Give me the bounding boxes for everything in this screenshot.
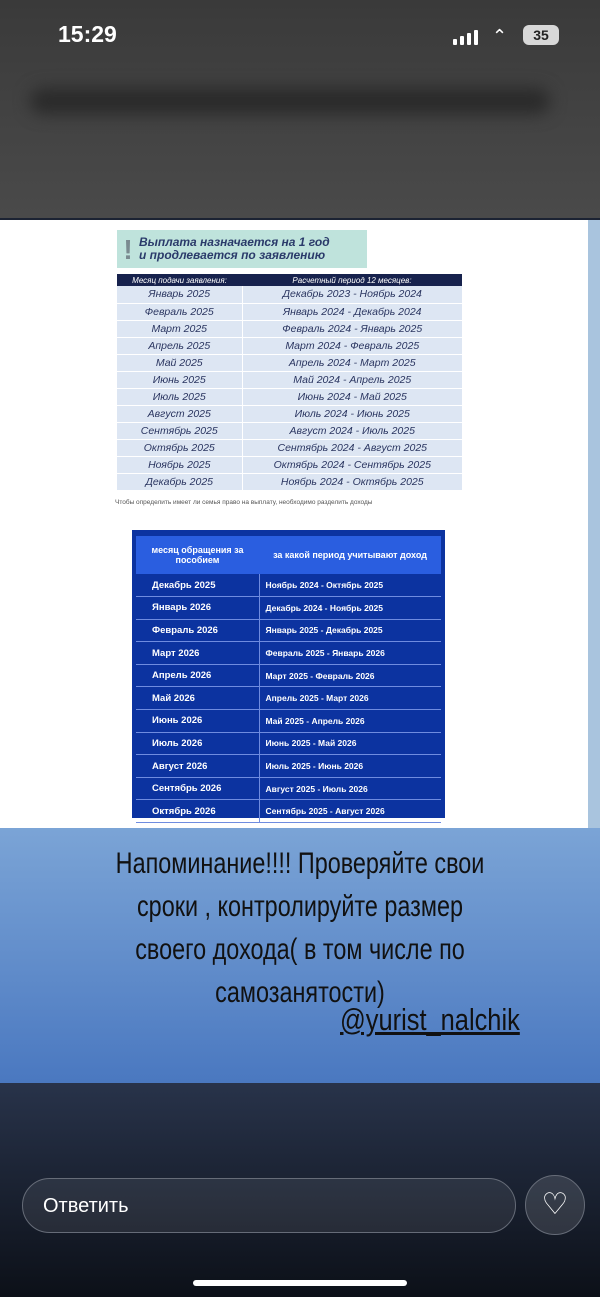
month-cell: Май 2025 (117, 354, 242, 371)
month-cell: Октябрь 2026 (136, 800, 259, 823)
image-edge (588, 220, 600, 828)
period-cell: Декабрь 2023 - Ноябрь 2024 (242, 286, 462, 303)
table-row (117, 456, 462, 473)
note-line: Выплата назначается на 1 год (139, 235, 330, 249)
table-row (117, 439, 462, 456)
table-row (136, 777, 441, 800)
exclamation-icon: ! (123, 233, 133, 265)
month-cell: Апрель 2026 (136, 664, 259, 687)
month-cell: Июль 2025 (117, 388, 242, 405)
table-row (136, 574, 441, 597)
income-period-table-2025 (105, 230, 467, 506)
period-cell: Май 2024 - Апрель 2025 (242, 371, 462, 388)
month-cell: Сентябрь 2026 (136, 777, 259, 800)
period-cell: Июнь 2025 - Май 2026 (259, 732, 441, 755)
note-line: и продлевается по заявлению (139, 248, 326, 262)
column-header: Расчетный период 12 месяцев: (242, 274, 462, 286)
table-row (117, 286, 462, 303)
column-header: за какой период учитывают доход (259, 536, 441, 574)
period-cell: Август 2025 - Июль 2026 (259, 777, 441, 800)
table-row (136, 597, 441, 620)
table-row (136, 800, 441, 823)
caption-line: Напоминание!!!! Проверяйте свои (115, 847, 485, 880)
month-cell: Декабрь 2025 (117, 473, 242, 490)
home-indicator[interactable] (193, 1280, 407, 1286)
story-caption (66, 842, 534, 1014)
cellular-signal-icon (453, 30, 478, 45)
period-cell: Август 2024 - Июль 2025 (242, 422, 462, 439)
table-row (136, 755, 441, 778)
month-cell: Февраль 2026 (136, 619, 259, 642)
table-row (136, 732, 441, 755)
period-cell: Сентябрь 2024 - Август 2025 (242, 439, 462, 456)
table-row (117, 303, 462, 320)
table-row (136, 664, 441, 687)
table-row (117, 371, 462, 388)
table-row (117, 422, 462, 439)
period-cell: Февраль 2025 - Январь 2026 (259, 642, 441, 665)
author-mention-link[interactable]: @yurist_nalchik (340, 1002, 520, 1037)
period-cell: Январь 2025 - Декабрь 2025 (259, 619, 441, 642)
period-cell: Июль 2025 - Июнь 2026 (259, 755, 441, 778)
table-row (136, 710, 441, 733)
period-cell: Апрель 2024 - Март 2025 (242, 354, 462, 371)
caption-line: своего дохода( в том числе по (135, 933, 465, 966)
month-cell: Ноябрь 2025 (117, 456, 242, 473)
month-cell: Май 2026 (136, 687, 259, 710)
month-cell: Март 2025 (117, 320, 242, 337)
month-cell: Октябрь 2025 (117, 439, 242, 456)
status-bar (0, 20, 600, 50)
table-row (136, 642, 441, 665)
month-cell: Февраль 2025 (117, 303, 242, 320)
period-cell: Июнь 2024 - Май 2025 (242, 388, 462, 405)
info-note (117, 230, 367, 268)
period-cell: Ноябрь 2024 - Октябрь 2025 (242, 473, 462, 490)
month-cell: Январь 2026 (136, 597, 259, 620)
month-cell: Июнь 2025 (117, 371, 242, 388)
month-cell: Март 2026 (136, 642, 259, 665)
table-row (117, 337, 462, 354)
period-cell: Апрель 2025 - Март 2026 (259, 687, 441, 710)
period-cell: Октябрь 2024 - Сентябрь 2025 (242, 456, 462, 473)
period-cell: Март 2024 - Февраль 2025 (242, 337, 462, 354)
battery-icon: 35 (523, 25, 559, 45)
heart-icon: ♡ (541, 1188, 569, 1221)
period-cell: Ноябрь 2024 - Октябрь 2025 (259, 574, 441, 597)
period-cell: Май 2025 - Апрель 2026 (259, 710, 441, 733)
month-cell: Сентябрь 2025 (117, 422, 242, 439)
reply-input[interactable]: Ответить (22, 1178, 516, 1233)
blurred-text (30, 88, 550, 114)
month-cell: Июль 2026 (136, 732, 259, 755)
period-cell: Сентябрь 2025 - Август 2026 (259, 800, 441, 823)
table-row (117, 388, 462, 405)
period-cell: Июль 2024 - Июнь 2025 (242, 405, 462, 422)
table-row (117, 354, 462, 371)
table-row (136, 687, 441, 710)
income-period-table-2026 (132, 530, 445, 818)
column-header: месяц обращения за пособием (136, 536, 259, 574)
column-header: Месяц подачи заявления: (117, 274, 242, 286)
footnote: Чтобы определить имеет ли семья право на выплату, необходимо разделить доходы (115, 498, 373, 506)
table-row (136, 619, 441, 642)
table-row (117, 320, 462, 337)
table-row (117, 473, 462, 490)
period-cell: Январь 2024 - Декабрь 2024 (242, 303, 462, 320)
table-row (117, 405, 462, 422)
period-cell: Февраль 2024 - Январь 2025 (242, 320, 462, 337)
caption-line: сроки , контролируйте размер (136, 890, 464, 923)
like-button[interactable] (525, 1175, 585, 1235)
wifi-icon: ⌃ (492, 26, 508, 46)
month-cell: Январь 2025 (117, 286, 242, 303)
month-cell: Апрель 2025 (117, 337, 242, 354)
month-cell: Август 2025 (117, 405, 242, 422)
period-cell: Март 2025 - Февраль 2026 (259, 664, 441, 687)
period-cell: Декабрь 2024 - Ноябрь 2025 (259, 597, 441, 620)
caption-line: самозанятости) (215, 976, 385, 1009)
clock: 15:29 (58, 21, 117, 47)
month-cell: Декабрь 2025 (136, 574, 259, 597)
month-cell: Август 2026 (136, 755, 259, 778)
month-cell: Июнь 2026 (136, 710, 259, 733)
